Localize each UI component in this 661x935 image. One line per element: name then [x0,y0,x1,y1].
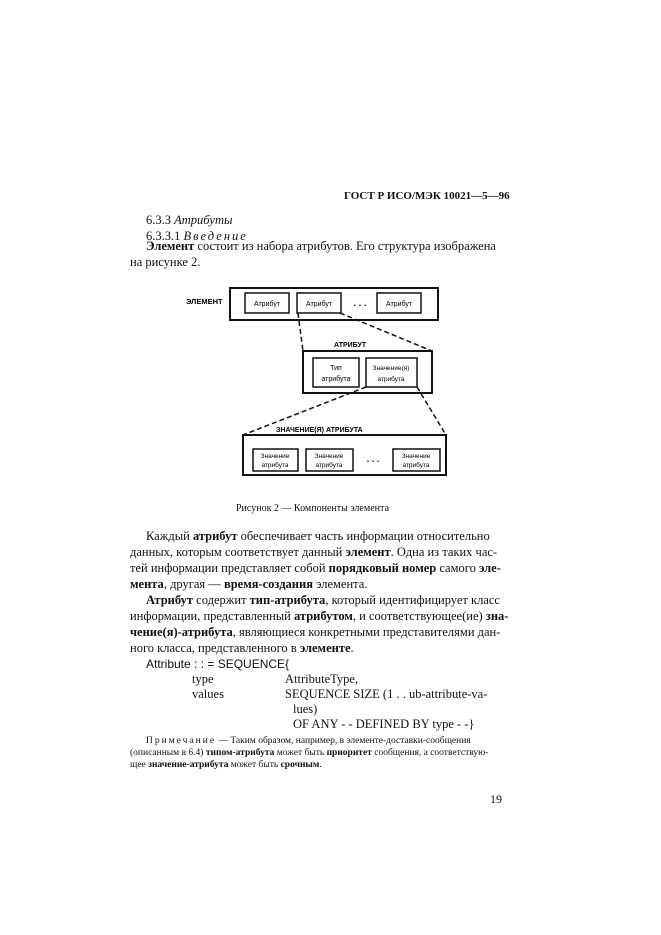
code-line-5: OF ANY - - DEFINED BY type - -} [293,717,475,731]
value-box-1-line2: атрибута [261,462,289,469]
element-label: ЭЛЕМЕНТ [186,297,223,306]
text: щее [130,760,149,770]
text: состоит из набора атрибутов. Его структура изображена [194,239,496,253]
zoom-line-left [298,313,303,351]
text: — Таким образом, например, в элементе-доставки-сообщения [216,736,471,746]
value-box-n-line1: Значение [401,453,431,460]
value-box-2-line1: Значение [314,453,344,460]
values-label: ЗНАЧЕНИЕ(Я) АТРИБУТА [276,427,363,434]
paragraph-3-line-2 [130,608,508,624]
term: время-создания [223,577,313,591]
term: элемент [345,545,391,559]
term: мента [130,577,164,591]
attribute-label: АТРИБУТ [334,342,367,349]
paragraph-3-line-3 [130,624,500,640]
text: данных, которым соответствует данный [130,545,346,559]
note-line-3 [130,759,322,771]
paragraph-2-line-4 [130,576,367,592]
page-number: 19 [490,792,502,806]
text: ного класса, представленного в [130,641,300,655]
note-line-1 [146,735,471,747]
text: (описанным в 6.4) [130,748,206,758]
paragraph-3-line-1 [146,592,500,608]
text: может быть [228,760,281,770]
term: атрибут [192,529,238,543]
text: , являющиеся конкретными представителями дан- [232,625,501,639]
term: срочным [280,760,320,770]
term: Элемент [146,239,195,253]
term: чение(я)-атрибута [130,625,233,639]
term: значение-атрибута [148,760,229,770]
text: самого [436,561,479,575]
text: тей информации представляет собой [130,561,329,575]
text: , другая — [163,577,224,591]
attribute-type-line1: Тип [330,365,342,372]
paragraph-2-line-3 [130,560,501,576]
text: элемента. [312,577,368,591]
code-values-keyword: values [192,687,224,701]
subsection-title: Введение [183,229,248,243]
term: Атрибут [146,593,194,607]
paragraph-1-line-2: на рисунке 2. [130,255,201,269]
text: , и соответствующее(ие) [352,609,486,623]
note-lead: Примечание [146,736,217,746]
attribute-box-1-label: Атрибут [253,301,281,308]
attribute-values-line1: Значение(я) [372,365,410,372]
attribute-values-line2: атрибута [377,376,405,383]
zoom-line-values-right [417,387,446,435]
code-type-keyword: type [192,672,214,686]
term: атрибутом [294,609,353,623]
section-title: Атрибуты [174,213,233,227]
section-heading [146,212,232,228]
text: , который идентифицирует класс [325,593,500,607]
code-line-4: lues) [293,702,318,716]
text: . Одна из таких час- [390,545,498,559]
code-line-1: Attribute : : = SEQUENCE{ [146,657,290,671]
term: порядковый номер [328,561,437,575]
term: приоритет [326,748,372,758]
attribute-type-line2: атрибута [321,376,351,383]
value-box-2-line2: атрибута [315,462,343,469]
term: зна- [485,609,509,623]
text: сообщения, а соответствую- [371,748,489,758]
paragraph-2-line-1 [146,528,490,544]
text: обеспечивает часть информации относительно [237,529,490,543]
page-header: ГОСТ Р ИСО/МЭК 10021—5—96 [344,190,510,202]
code-type-value: AttributeType, [285,672,359,686]
subsection-number: 6.3.3.1 [146,229,181,243]
text: содержит [193,593,250,607]
paragraph-2-line-2 [130,544,497,560]
text: . [350,641,354,655]
value-box-n-line2: атрибута [402,462,430,469]
code-values-value: SEQUENCE SIZE (1 . . ub-attribute-va- [285,687,488,701]
term: типом-атрибута [205,748,275,758]
note-line-2 [130,747,488,759]
term: эле- [478,561,501,575]
section-number: 6.3.3 [146,213,171,227]
ellipsis: . . . [353,298,367,308]
values-ellipsis: . . . [366,454,380,464]
text: Каждый [146,529,193,543]
text: информации, представленный [130,609,294,623]
paragraph-3-line-4 [130,640,354,656]
value-box-1-line1: Значение [260,453,290,460]
attribute-box-2-label: Атрибут [305,301,333,308]
figure-caption: Рисунок 2 — Компоненты элемента [236,503,389,514]
text: может быть [274,748,327,758]
attribute-box-n-label: Атрибут [385,301,413,308]
paragraph-1-line-1 [146,238,496,254]
term: элементе [299,641,351,655]
term: тип-атрибута [249,593,326,607]
figure-2-diagram [0,285,661,505]
text: . [319,760,322,770]
